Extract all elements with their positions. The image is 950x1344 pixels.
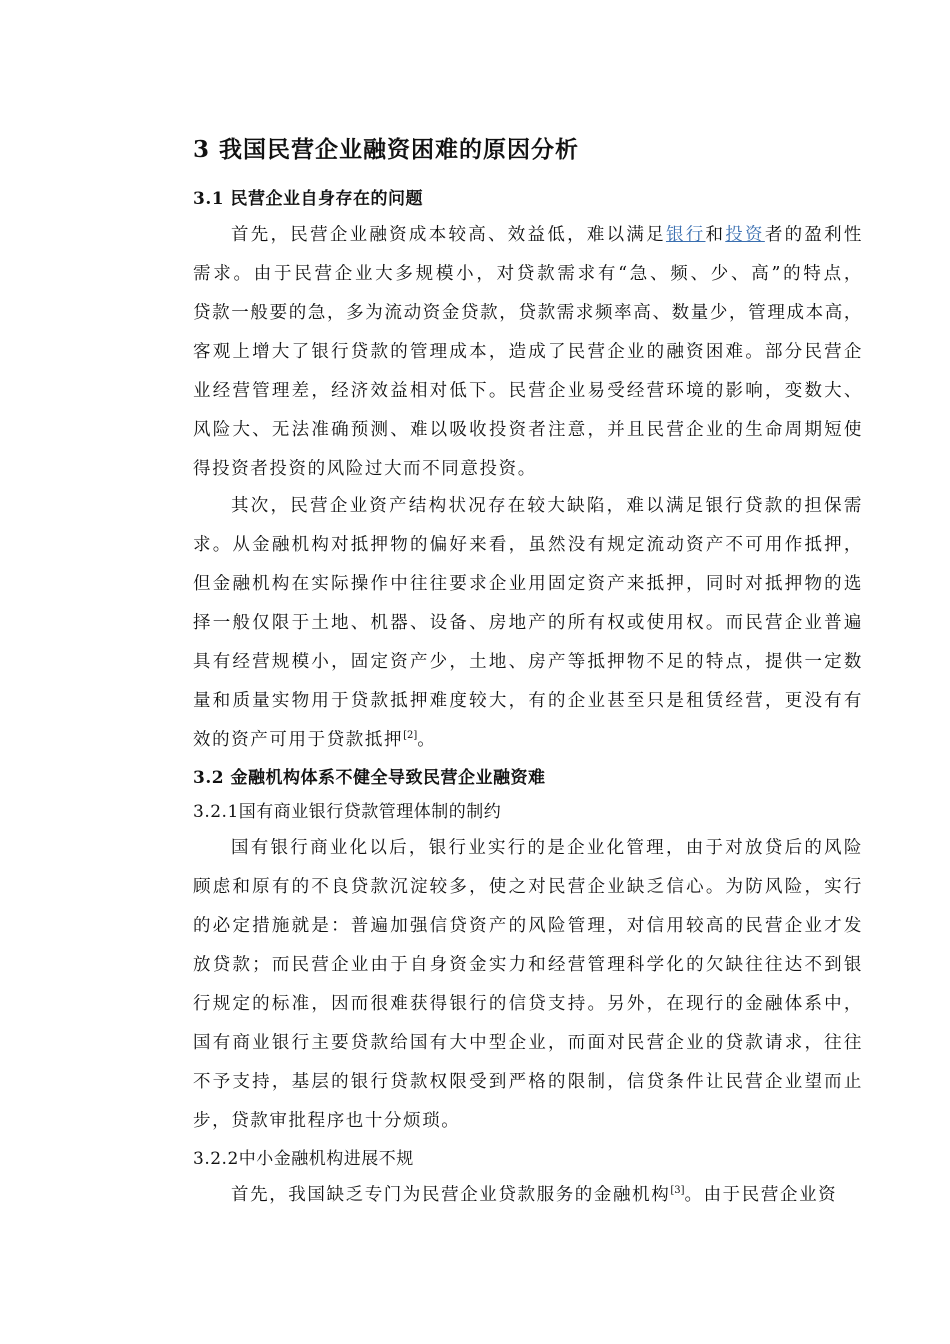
text-span: 。: [417, 730, 437, 750]
paragraph-line: 具有经营规模小，固定资产少，土地、房产等抵押物不足的特点，提供一定数: [193, 652, 863, 672]
text-span: 首先，民营企业融资成本较高、效益低，难以满足: [231, 225, 666, 245]
text-span: 。由于民营企业资: [684, 1185, 838, 1205]
paragraph-line: 顾虑和原有的不良贷款沉淀较多，使之对民营企业缺乏信心。为防风险，实行: [193, 877, 863, 897]
paragraph-line: 业经营管理差，经济效益相对低下。民营企业易受经营环境的影响，变数大、: [193, 381, 863, 401]
paragraph-line: 得投资者投资的风险过大而不同意投资。: [193, 459, 537, 479]
paragraph-line: [231, 1181, 863, 1206]
paragraph-line: 放贷款；而民营企业由于自身资金实力和经营管理科学化的欠缺往往达不到银: [193, 955, 863, 975]
citation-ref[interactable]: [3]: [670, 1185, 685, 1197]
subsection-3-2-1-heading: 3.2.1国有商业银行贷款管理体制的制约: [193, 802, 502, 822]
paragraph-line: [231, 221, 863, 246]
citation-ref[interactable]: [2]: [403, 730, 418, 742]
investment-link[interactable]: 投资: [725, 225, 765, 245]
section-3-2-heading: 3.2 金融机构体系不健全导致民营企业融资难: [193, 768, 546, 788]
bank-link[interactable]: 银行: [665, 225, 706, 245]
paragraph-line: 风险大、无法准确预测、难以吸收投资者注意，并且民营企业的生命周期短使: [193, 420, 863, 440]
paragraph-line: 其次，民营企业资产结构状况存在较大缺陷，难以满足银行贷款的担保需: [231, 496, 863, 516]
text-span: 首先，我国缺乏专门为民营企业贷款服务的金融机构: [231, 1185, 671, 1205]
paragraph-line: 客观上增大了银行贷款的管理成本，造成了民营企业的融资困难。部分民营企: [193, 342, 863, 362]
section-3-1-heading: 3.1 民营企业自身存在的问题: [193, 189, 423, 209]
paragraph-line: 行规定的标准，因而很难获得银行的信贷支持。另外，在现行的金融体系中，: [193, 994, 863, 1014]
paragraph-line: 的必定措施就是：普遍加强信贷资产的风险管理，对信用较高的民营企业才发: [193, 916, 863, 936]
chapter-heading: 3 我国民营企业融资困难的原因分析: [193, 136, 580, 163]
paragraph-line: 择一般仅限于土地、机器、设备、房地产的所有权或使用权。而民营企业普遍: [193, 613, 863, 633]
paragraph-line: 国有商业银行主要贷款给国有大中型企业，而面对民营企业的贷款请求，往往: [193, 1033, 863, 1053]
paragraph-line: 步，贷款审批程序也十分烦琐。: [193, 1111, 461, 1131]
paragraph-line: 贷款一般要的急，多为流动资金贷款，贷款需求频率高、数量少，管理成本高，: [193, 303, 863, 323]
paragraph-line: 求。从金融机构对抵押物的偏好来看，虽然没有规定流动资产不可用作抵押，: [193, 535, 863, 555]
paragraph-line: 需求。由于民营企业大多规模小，对贷款需求有“急、频、少、高”的特点，: [193, 264, 863, 284]
text-span: 和: [705, 225, 726, 245]
subsection-3-2-2-heading: 3.2.2中小金融机构进展不规: [193, 1149, 414, 1169]
paragraph-line: 国有银行商业化以后，银行业实行的是企业化管理，由于对放贷后的风险: [231, 838, 863, 858]
paragraph-line: 但金融机构在实际操作中往往要求企业用固定资产来抵押，同时对抵押物的选: [193, 574, 863, 594]
text-span: 者的盈利性: [764, 225, 864, 245]
paragraph-line: [193, 726, 863, 751]
paragraph-line: 量和质量实物用于贷款抵押难度较大，有的企业甚至只是租赁经营，更没有有: [193, 691, 863, 711]
paragraph-line: 不予支持，基层的银行贷款权限受到严格的限制，信贷条件让民营企业望而止: [193, 1072, 863, 1092]
text-span: 效的资产可用于贷款抵押: [193, 730, 404, 750]
